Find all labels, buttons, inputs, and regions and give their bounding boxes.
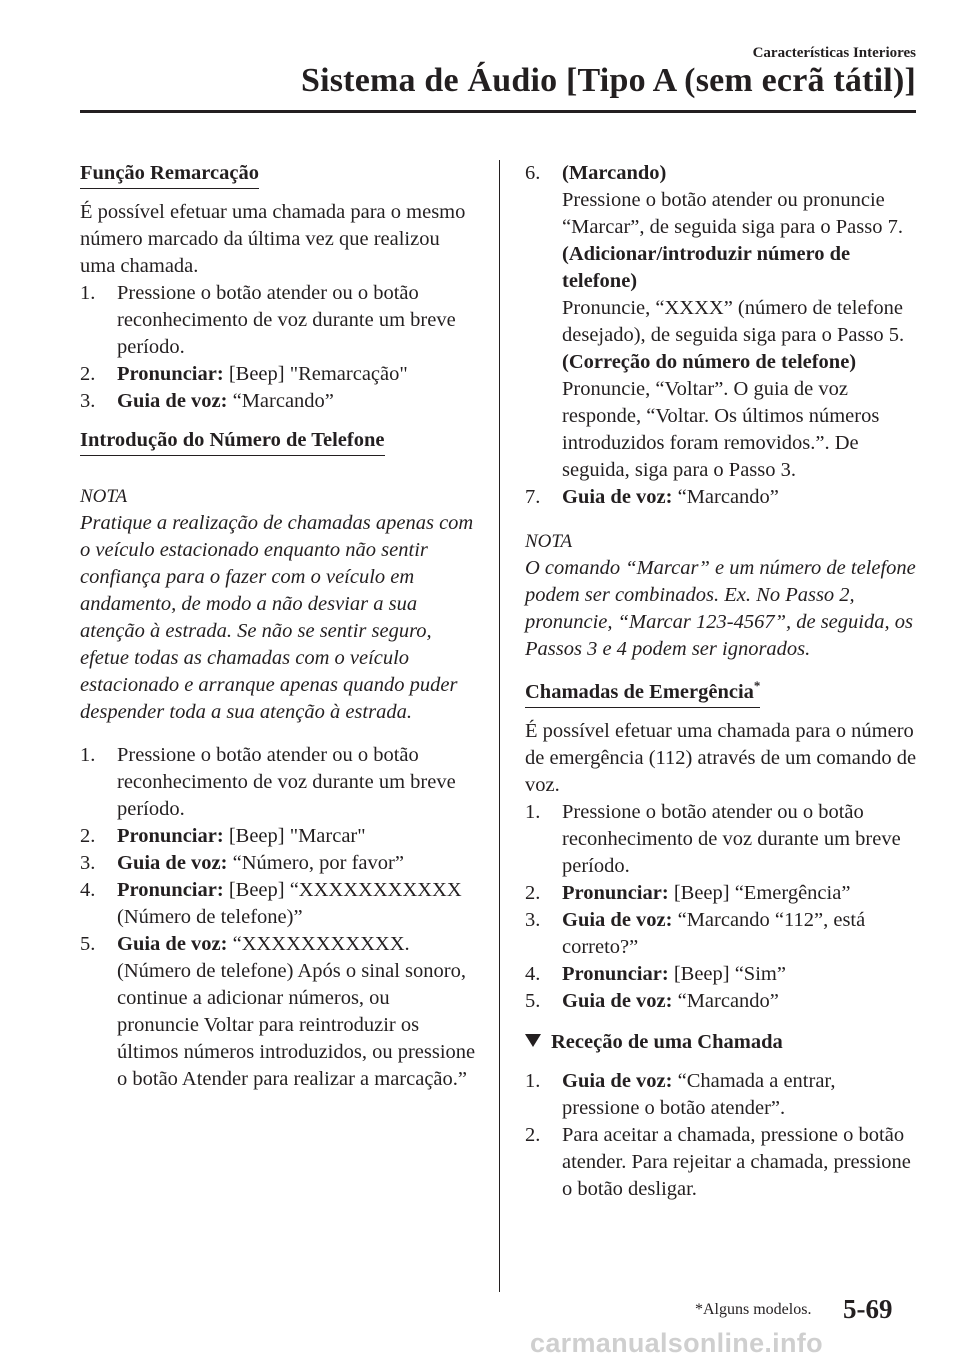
note-title: NOTA [525, 531, 573, 552]
note-title: NOTA [80, 486, 128, 507]
redial-heading: Função Remarcação [80, 160, 259, 189]
incoming-heading: Receção de uma Chamada [525, 1029, 917, 1056]
list-item: 3. Guia de voz: “Marcando” [80, 390, 334, 412]
section-label: Características Interiores [752, 45, 916, 61]
footnote: *Alguns modelos. [695, 1301, 812, 1318]
list-item: 5. Guia de voz: “Marcando” [525, 990, 779, 1012]
emergency-heading: Chamadas de Emergência* [525, 679, 760, 708]
redial-intro: É possível efetuar uma chamada para o mesmo número marcado da última vez que realizou uma chamada. [80, 201, 466, 277]
column-divider [499, 160, 500, 1292]
header-divider [80, 110, 916, 113]
list-item: 2. Pronunciar: [Beep] “Emergência” [525, 882, 851, 904]
list-item: 6. (Marcando) Pressione o botão atender ou pronuncie “Marcar”, de seguida siga para o Passo 7. (Adicionar/introduzir número de telefone) Pronuncie, “XXXX” (número de telefone desejado), de seguida siga para o Passo 5. (Correção do número de telefone) Pronuncie, “Voltar”. O guia de voz responde, “Voltar. Os últimos números introduzidos foram removidos.”. De seguida, siga para o Passo 3. [525, 162, 905, 481]
right-column [525, 160, 917, 1203]
page-number: 5-69 [843, 1294, 893, 1324]
list-item: 1. Pressione o botão atender ou o botão reconhecimento de voz durante um breve período. [525, 801, 901, 877]
left-column [80, 160, 476, 1093]
emergency-intro: É possível efetuar uma chamada para o número de emergência (112) através de um comando de voz. [525, 720, 917, 796]
list-item: 1. Guia de voz: “Chamada a entrar, pressione o botão atender”. [525, 1070, 836, 1119]
page-title: Sistema de Áudio [Tipo A (sem ecrã tátil)] [300, 62, 916, 99]
list-item: 2. Para aceitar a chamada, pressione o botão atender. Para rejeitar a chamada, pressione o botão desligar. [525, 1124, 911, 1200]
note-text: Pratique a realização de chamadas apenas com o veículo estacionado enquanto não sentir confiança para o fazer com o veículo em andamento, de modo a não desviar a sua atenção à estrada. Se não se sentir seguro, efetue todas as chamadas com o veículo estacionado e arranque apenas quando puder despender toda a sua atenção à estrada. [80, 512, 474, 723]
phone-entry-heading: Introdução do Número de Telefone [80, 427, 385, 456]
triangle-down-icon [525, 1034, 541, 1047]
list-item: 1. Pressione o botão atender ou o botão reconhecimento de voz durante um breve período. [80, 744, 456, 820]
list-item: 3. Guia de voz: “Número, por favor” [80, 852, 404, 874]
list-item: 7. Guia de voz: “Marcando” [525, 486, 779, 508]
list-item: 2. Pronunciar: [Beep] "Marcar" [80, 825, 366, 847]
list-item: 4. Pronunciar: [Beep] “XXXXXXXXXXX (Número de telefone)” [80, 879, 462, 928]
watermark: carmanualsonline.info [530, 1328, 823, 1358]
list-item: 3. Guia de voz: “Marcando “112”, está correto?” [525, 909, 866, 958]
list-item: 1. Pressione o botão atender ou o botão reconhecimento de voz durante um breve período. [80, 282, 456, 358]
note-text: O comando “Marcar” e um número de telefone podem ser combinados. Ex. No Passo 2, pronuncie, “Marcar 123-4567”, de seguida, os Passos 3 e 4 podem ser ignorados. [525, 557, 916, 660]
list-item: 5. Guia de voz: “XXXXXXXXXXX. (Número de telefone) Após o sinal sonoro, continue a adicionar números, ou pronuncie Voltar para reintroduzir os últimos números introduzidos, ou pressione o botão Atender para realizar a marcação.” [80, 933, 476, 1090]
list-item: 2. Pronunciar: [Beep] "Remarcação" [80, 363, 408, 385]
list-item: 4. Pronunciar: [Beep] “Sim” [525, 963, 786, 985]
